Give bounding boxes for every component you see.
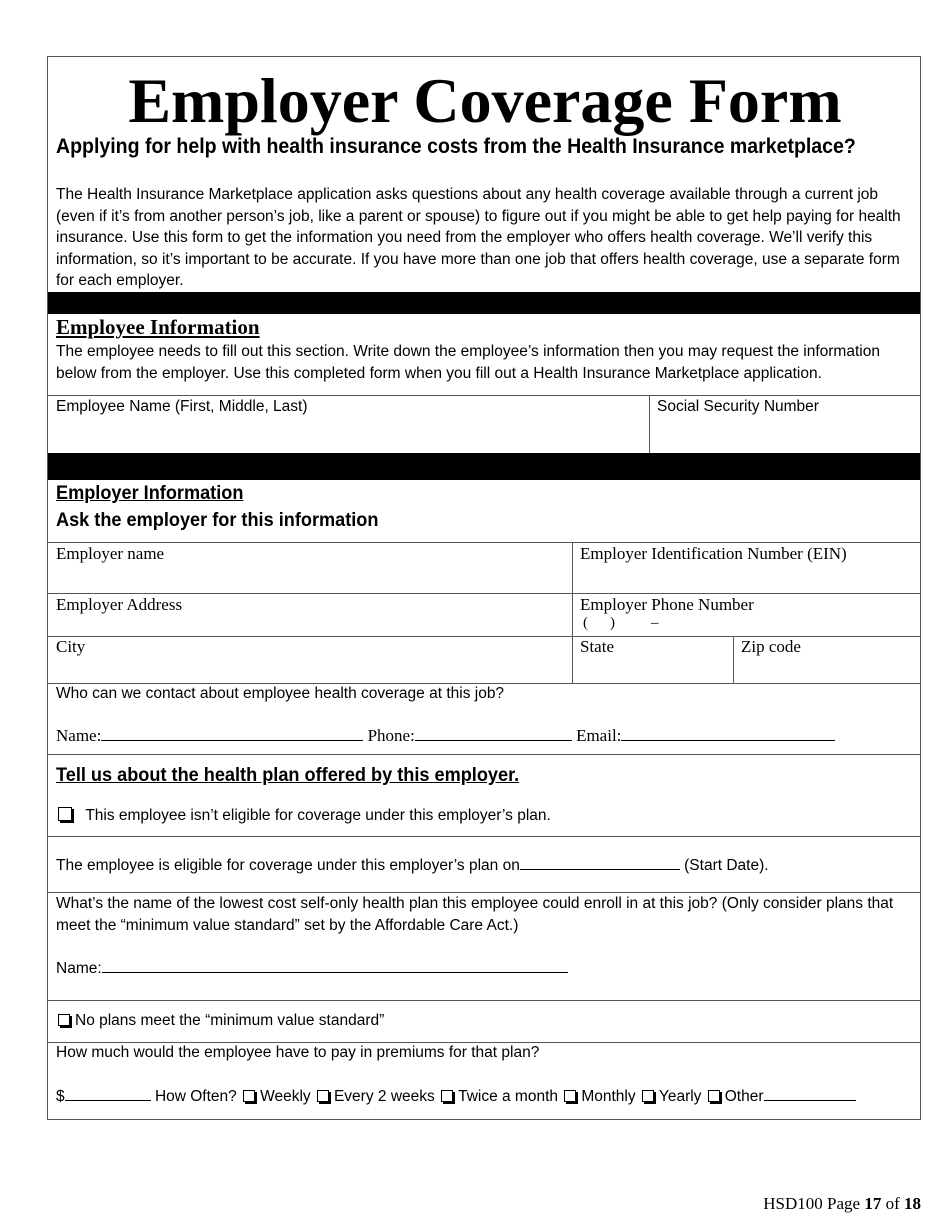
not-eligible-label: This employee isn’t eligible for coverage under this employer’s plan. <box>85 807 551 824</box>
contact-question: Who can we contact about employee health coverage at this job? <box>56 685 505 702</box>
phone-paren-open: ( <box>583 615 588 631</box>
monthly-checkbox[interactable] <box>564 1090 576 1102</box>
page-footer <box>763 1194 921 1214</box>
phone-paren-close: ) <box>610 615 615 631</box>
yearly-checkbox[interactable] <box>642 1090 654 1102</box>
phone-dash: – <box>651 615 659 631</box>
not-eligible-checkbox[interactable] <box>58 807 72 821</box>
ssn-field[interactable]: Social Security Number <box>657 398 819 415</box>
other-frequency-input[interactable] <box>764 1086 856 1101</box>
employee-section-description: The employee needs to fill out this section. Write down the employee’s information then you may request the information below from the employer. Use this completed form when you fill out a Health Insurance Marketplace application. <box>56 343 880 382</box>
zip-field[interactable]: Zip code <box>741 637 801 656</box>
divider <box>649 395 650 453</box>
divider <box>48 1000 920 1001</box>
form-id: HSD100 Page <box>763 1194 861 1213</box>
employer-section-subheading: Ask the employer for this information <box>56 509 379 531</box>
frequency-option-weekly: Weekly <box>260 1088 311 1105</box>
frequency-option-other: Other <box>724 1088 764 1105</box>
twice-a-month-checkbox[interactable] <box>441 1090 453 1102</box>
dollar-sign: $ <box>56 1088 65 1105</box>
page-current: 17 <box>864 1194 882 1213</box>
phone-format-hint <box>583 615 659 632</box>
divider <box>48 683 920 684</box>
every-2-weeks-checkbox[interactable] <box>317 1090 329 1102</box>
intro-paragraph: The Health Insurance Marketplace application asks questions about any health coverage available through a current job (even if it’s from another person’s job, like a parent or spouse) to figure out if you might be able to get help paying for health insurance. Use this form to get the information you need from the employer who offers health coverage. We’ll verify this information, so it’s important to be accurate. If you have more than one job that offers health coverage, use a separate form for each employer. <box>56 186 901 289</box>
no-plans-checkbox[interactable] <box>58 1014 70 1026</box>
divider <box>48 542 920 543</box>
eligible-prefix: The employee is eligible for coverage under this employer’s plan on <box>56 857 520 874</box>
city-field[interactable]: City <box>56 637 86 656</box>
state-field[interactable]: State <box>580 637 614 656</box>
lowest-cost-question: What’s the name of the lowest cost self-only health plan this employee could enroll in at this job? (Only consider plans that meet the “minimum value standard” set by the Affordable Care Act.) <box>56 895 894 934</box>
premium-amount-input[interactable] <box>65 1086 151 1101</box>
employer-phone-field[interactable]: Employer Phone Number <box>580 595 754 614</box>
start-date-input[interactable] <box>520 855 680 870</box>
no-plans-row <box>56 1012 384 1030</box>
page-total: 18 <box>904 1194 921 1213</box>
divider <box>48 1042 920 1043</box>
divider <box>48 593 920 594</box>
frequency-option-twice-a-month: Twice a month <box>458 1088 559 1105</box>
form-title: Employer Coverage Form <box>128 65 842 136</box>
employer-address-field[interactable]: Employer Address <box>56 595 183 614</box>
frequency-option-monthly: Monthly <box>581 1088 636 1105</box>
other-checkbox[interactable] <box>708 1090 720 1102</box>
section-divider-band <box>48 292 920 314</box>
eligible-row <box>56 855 769 875</box>
how-often-label: How Often? <box>154 1088 237 1105</box>
frequency-option-yearly: Yearly <box>658 1088 702 1105</box>
employee-section-heading: Employee Information <box>56 315 260 339</box>
frequency-option-every-2-weeks: Every 2 weeks <box>333 1088 435 1105</box>
of-label: of <box>885 1194 900 1213</box>
plan-section-heading: Tell us about the health plan offered by this employer. <box>56 764 520 786</box>
divider <box>733 636 734 683</box>
ein-field[interactable]: Employer Identification Number (EIN) <box>580 544 847 563</box>
plan-name-input[interactable] <box>102 958 568 973</box>
contact-phone-label: Phone: <box>367 726 415 745</box>
section-divider-band <box>48 453 920 480</box>
plan-name-label: Name: <box>56 960 102 977</box>
divider <box>48 754 920 755</box>
contact-email-input[interactable] <box>621 726 835 741</box>
employee-name-field[interactable]: Employee Name (First, Middle, Last) <box>56 398 308 415</box>
employer-name-field[interactable]: Employer name <box>56 544 165 563</box>
weekly-checkbox[interactable] <box>243 1090 255 1102</box>
plan-name-row <box>56 958 568 978</box>
divider <box>572 542 573 683</box>
divider <box>48 836 920 837</box>
form-subtitle: Applying for help with health insurance costs from the Health Insurance marketplace? <box>56 135 856 158</box>
eligible-suffix: (Start Date). <box>684 857 769 874</box>
contact-phone-input[interactable] <box>415 726 572 741</box>
contact-name-input[interactable] <box>101 726 363 741</box>
employer-section-heading: Employer Information <box>56 482 244 504</box>
premium-row <box>56 1086 856 1106</box>
contact-row <box>56 726 835 746</box>
form-frame <box>47 56 921 1120</box>
premium-question: How much would the employee have to pay in premiums for that plan? <box>56 1044 540 1061</box>
contact-email-label: Email: <box>576 726 622 745</box>
not-eligible-row <box>56 807 551 825</box>
no-plans-label: No plans meet the “minimum value standard” <box>75 1012 385 1029</box>
contact-name-label: Name: <box>56 726 102 745</box>
divider <box>48 395 920 396</box>
